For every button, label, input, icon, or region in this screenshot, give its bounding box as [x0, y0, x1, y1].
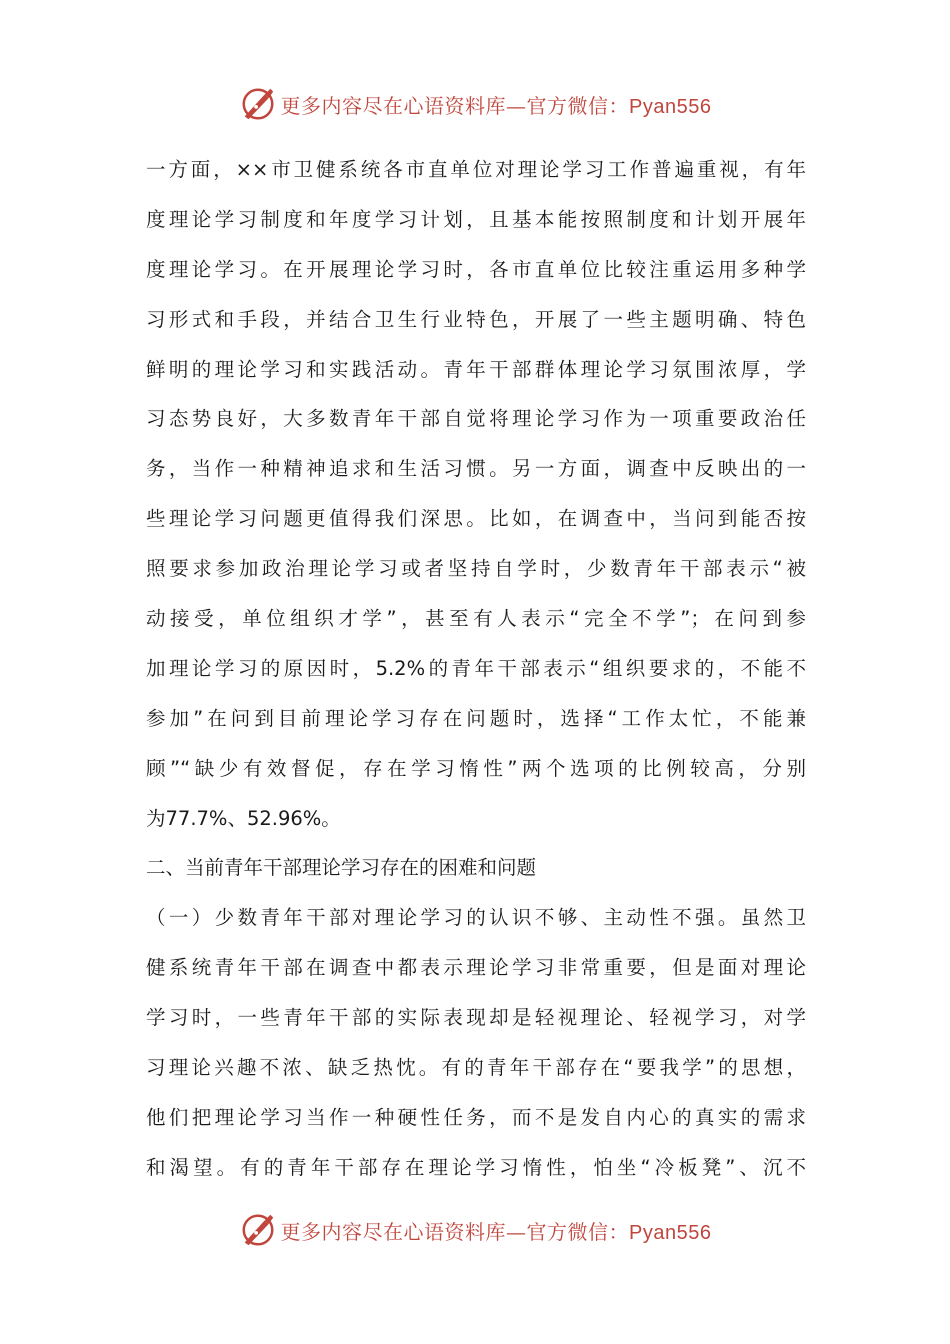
- watermark-slogan: 更多内容尽在心语资料库—官方微信：: [280, 93, 630, 118]
- body-text-line: 习形式和手段，并结合卫生行业特色，开展了一些主题明确、特色: [146, 307, 806, 331]
- body-text-line: 二、当前青年干部理论学习存在的困难和问题: [146, 856, 537, 880]
- body-text-line: 和渴望。有的青年干部存在理论学习惰性，怕坐“冷板凳”、沉不: [146, 1155, 806, 1179]
- watermark-wechat-id: Pyan556: [629, 95, 712, 118]
- header-watermark-banner: [0, 84, 950, 124]
- body-text-line: 务，当作一种精神追求和生活习惯。另一方面，调查中反映出的一: [146, 457, 806, 481]
- body-text-line: 习态势良好，大多数青年干部自觉将理论学习作为一项重要政治任: [146, 407, 806, 431]
- body-text-line: 度理论学习。在开展理论学习时，各市直单位比较注重运用多种学: [146, 257, 806, 281]
- body-text-line: 参加”在问到目前理论学习存在问题时，选择“工作太忙，不能兼: [146, 706, 806, 730]
- watermark-slogan: 更多内容尽在心语资料库—官方微信：: [280, 1219, 630, 1244]
- body-text-line: 顾”“缺少有效督促，存在学习惰性”两个选项的比例较高，分别: [146, 756, 806, 780]
- watermark-wechat-id: Pyan556: [629, 1221, 712, 1244]
- body-text-line: 学习时，一些青年干部的实际表现却是轻视理论、轻视学习，对学: [146, 1006, 806, 1030]
- body-text-line: 度理论学习制度和年度学习计划，且基本能按照制度和计划开展年: [146, 207, 806, 231]
- body-text-line: 他们把理论学习当作一种硬性任务，而不是发自内心的真实的需求: [146, 1105, 806, 1129]
- body-text-line: 一方面，××市卫健系统各市直单位对理论学习工作普遍重视，有年: [146, 158, 806, 181]
- pen-nib-circle-icon: [239, 1211, 277, 1249]
- body-text-line: 照要求参加政治理论学习或者坚持自学时，少数青年干部表示“被: [146, 557, 806, 581]
- document-body: [146, 145, 806, 1193]
- body-text-line: （一）少数青年干部对理论学习的认识不够、主动性不强。虽然卫: [146, 906, 806, 930]
- body-text-line: 为77.7%、52.96%。: [146, 806, 341, 830]
- body-text-line: 鲜明的理论学习和实践活动。青年干部群体理论学习氛围浓厚，学: [146, 357, 806, 381]
- body-text-line: 健系统青年干部在调查中都表示理论学习非常重要，但是面对理论: [146, 956, 806, 980]
- pen-nib-circle-icon: [239, 85, 277, 123]
- body-text-line: 动接受，单位组织才学”，甚至有人表示“完全不学”；在问到参: [146, 607, 806, 631]
- watermark-text: [281, 1216, 712, 1245]
- watermark-text: [281, 90, 712, 119]
- body-text-line: 加理论学习的原因时，5.2%的青年干部表示“组织要求的，不能不: [146, 656, 806, 680]
- body-text-line: 些理论学习问题更值得我们深思。比如，在调查中，当问到能否按: [146, 507, 806, 531]
- body-text-line: 习理论兴趣不浓、缺乏热忱。有的青年干部存在“要我学”的思想，: [146, 1056, 806, 1080]
- footer-watermark-banner: [0, 1210, 950, 1250]
